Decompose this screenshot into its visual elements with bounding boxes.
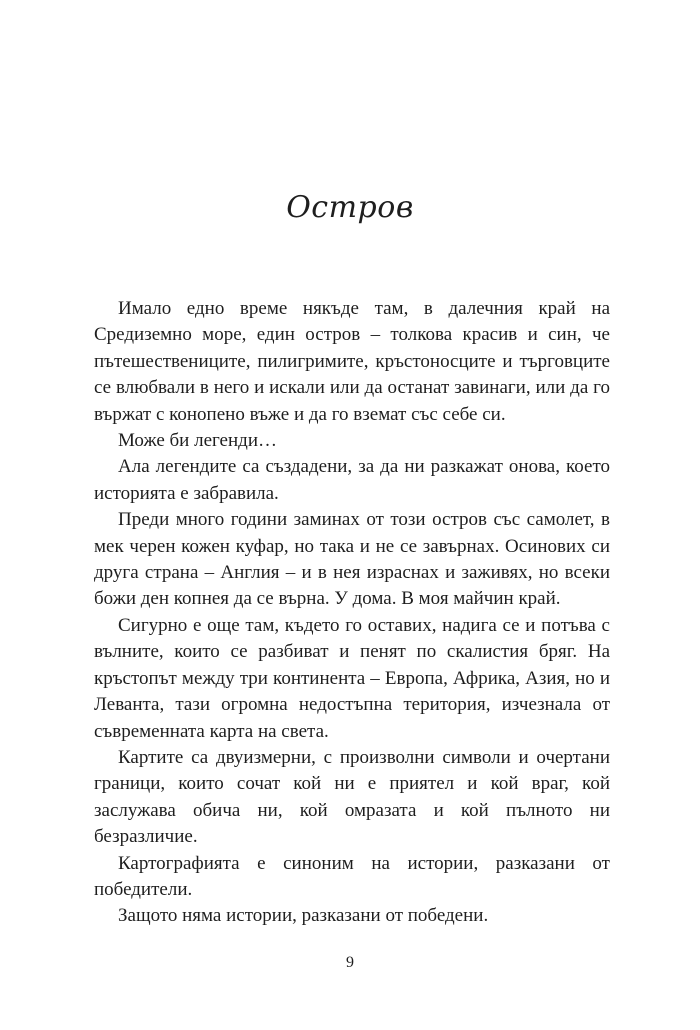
paragraph: Преди много години заминах от този остров със самолет, в мек черен кожен куфар, но така и не се завърнах. Осинових си друга страна – Англия – и в нея израснах и заживях, но всеки божи ден копнея да се върна. У дома. В моя майчин край. xyxy=(94,509,610,610)
paragraph: Картите са двуизмерни, с произволни символи и очертани граници, които сочат кой ни е приятел и кой враг, кой заслужава обича ни, кой омразата и кой пълното ни безразличие. xyxy=(94,746,610,848)
paragraph: Сигурно е още там, където го оставих, надига се и потъва с вълните, които се разбиват и пенят по скалистия бряг. На кръстопът между три континента – Европа, Африка, Азия, но и Леванта, тази огромна недостъпна територия, изчезнала от съвременната карта на света. xyxy=(94,614,610,742)
paragraph: Ала легендите са създадени, за да ни разкажат онова, което историята е забравила. xyxy=(94,456,610,504)
paragraph: Защото няма истории, разказани от победени. xyxy=(118,905,489,927)
page-number: 9 xyxy=(346,954,354,971)
paragraph: Картографията е синоним на истории, разказани от победители. xyxy=(94,852,610,900)
paragraph: Имало едно време някъде там, в далечния край на Средиземно море, един остров – толкова красив и син, че пътешествениците, пилигримите, кръстоносците и търговците се влюбвали в него и искали или да останат завинаги, или да го вържат с конопено въже и да го вземат със себе си. xyxy=(94,298,610,425)
chapter-body xyxy=(94,296,610,930)
paragraph: Може би легенди… xyxy=(118,430,277,452)
chapter-title: Остров xyxy=(286,190,414,225)
